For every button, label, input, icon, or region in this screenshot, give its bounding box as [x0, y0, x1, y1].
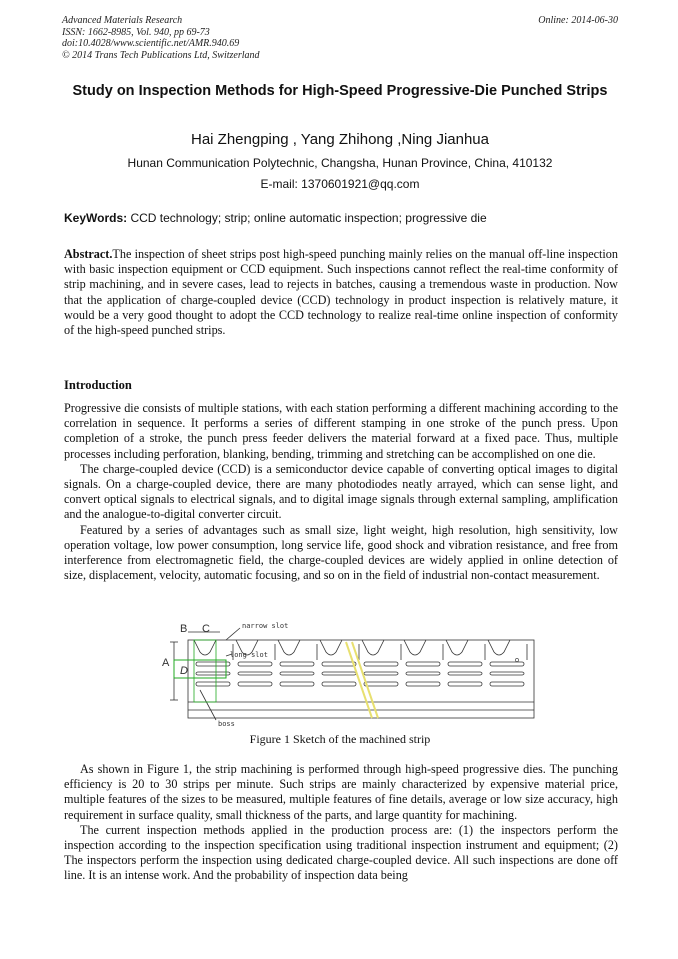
label-long-slot: long slot — [230, 651, 268, 659]
issn-line: ISSN: 1662-8985, Vol. 940, pp 69-73 — [62, 26, 210, 38]
small-hole — [515, 658, 518, 661]
strip-sketch-figure — [160, 620, 540, 732]
paper-title: Study on Inspection Methods for High-Speed Progressive-Die Punched Strips — [72, 83, 608, 99]
label-narrow-slot: narrow slot — [242, 622, 289, 630]
long-slot — [448, 672, 482, 675]
label-d: D — [180, 665, 188, 677]
strip-notch — [488, 640, 510, 655]
label-a: A — [162, 657, 170, 669]
strip-notch — [320, 640, 342, 655]
long-slot — [364, 672, 398, 675]
long-slot — [238, 682, 272, 686]
long-slot — [406, 662, 440, 666]
strip-notch — [446, 640, 468, 655]
long-slot — [196, 672, 230, 675]
keywords-text: CCD technology; strip; online automatic inspection; progressive die — [127, 211, 487, 225]
abstract-label: Abstract. — [64, 247, 113, 261]
keywords-label: KeyWords: — [64, 211, 128, 225]
body-paragraph-4: As shown in Figure 1, the strip machining is performed through high-speed progressive dies. The punching efficiency is 20 to 30 strips per minute. Such strips are mainly characterized by expensive material price, multiple features of the sizes to be measured, multiple features of fine details, average or low size accuracy, high requirement in surface quality, small thickness of the parts, and large quantity for machining. — [64, 762, 618, 822]
long-slot — [280, 662, 314, 666]
body-paragraph-5: The current inspection methods applied in the production process are: (1) the inspectors perform the inspection according to the inspection specification using traditional inspection instrument and equipment; (2) The inspectors perform the inspection using dedicated charge-coupled device. All such inspections are done off line. It is an intense work. And the probability of inspection data being — [64, 822, 618, 883]
body-text — [64, 762, 618, 884]
long-slot — [490, 662, 524, 666]
abstract — [64, 247, 618, 338]
copyright-line: © 2014 Trans Tech Publications Ltd, Switzerland — [62, 49, 260, 61]
strip-notch — [362, 640, 384, 655]
long-slot — [364, 662, 398, 666]
strip-notch — [404, 640, 426, 655]
affiliation: Hunan Communication Polytechnic, Changsha, Hunan Province, China, 410132 — [127, 156, 553, 170]
intro-paragraph-1: Progressive die consists of multiple stations, with each station performing a different machining according to the correlation in sequence. It performs a series of different stamping in one stroke of the punch press. Upon completion of a stroke, the punch press feeder delivers the material forward at a fixed pace. Thus, multiple processes including perforation, blanking, bending, trimming and stretching can be accomplished on one die. — [64, 401, 618, 461]
yellow-highlight-2 — [352, 642, 378, 718]
paper-authors: Hai Zhengping , Yang Zhihong ,Ning Jianhua — [191, 131, 489, 148]
long-slot — [490, 682, 524, 686]
long-slot — [196, 662, 230, 666]
abstract-text: The inspection of sheet strips post high-speed punching mainly relies on the manual off-line inspection with basic inspection equipment or CCD equipment. Such inspections cannot reflect the real-time conformity of strip machining, and in severe cases, lead to rejects in batches, causing a tremendous waste in production. Now that the application of charge-coupled device (CCD) technology in product inspection is relatively mature, it would be a very good thought to adopt the CCD technology to realize real-time online inspection of conformity of the high-speed punched strips. — [64, 247, 618, 338]
long-slot — [238, 662, 272, 666]
label-b: B — [180, 623, 188, 635]
author-email: E-mail: 1370601921@qq.com — [260, 177, 420, 191]
online-date: Online: 2014-06-30 — [538, 15, 618, 26]
label-c: C — [202, 623, 210, 635]
long-slot — [280, 672, 314, 675]
long-slot — [490, 672, 524, 675]
long-slot — [364, 682, 398, 686]
label-boss: boss — [218, 720, 235, 728]
long-slot — [238, 672, 272, 675]
long-slot — [406, 672, 440, 675]
leader-boss — [200, 690, 216, 720]
green-measure-box-2 — [194, 640, 216, 702]
long-slot — [448, 682, 482, 686]
strip-notch — [278, 640, 300, 655]
long-slot — [406, 682, 440, 686]
strip-cells — [194, 640, 527, 686]
long-slot — [322, 672, 356, 675]
long-slot — [322, 682, 356, 686]
keywords — [64, 211, 618, 226]
introduction-body — [64, 401, 618, 583]
journal-name: Advanced Materials Research — [62, 15, 183, 26]
long-slot — [196, 682, 230, 686]
introduction-heading: Introduction — [64, 378, 132, 392]
intro-paragraph-3: Featured by a series of advantages such as small size, light weight, high resolution, high sensitivity, low operation voltage, low power consumption, long service life, good shock and vibration resistance, and free from interference from electromagnetic field, the charge-coupled devices are widely applied in online detection of size, displacement, velocity, automatic focusing, and so on in the field of industrial non-contact measurement. — [64, 522, 618, 583]
journal-header — [62, 15, 618, 61]
intro-paragraph-2: The charge-coupled device (CCD) is a semiconductor device capable of converting optical images to digital signals. On a charge-coupled device, there are many photodiodes neatly arrayed, which can sense light, and convert optical signals to electrical signals, and to digital image signals through external sampling, amplification and the analogue-to-digital converter circuit. — [64, 461, 618, 522]
doi-line: doi:10.4028/www.scientific.net/AMR.940.69 — [62, 38, 240, 49]
figure-caption: Figure 1 Sketch of the machined strip — [249, 732, 431, 746]
leader-narrow-slot — [226, 628, 240, 640]
long-slot — [280, 682, 314, 686]
strip-notch — [194, 640, 216, 655]
long-slot — [448, 662, 482, 666]
long-slot — [322, 662, 356, 666]
